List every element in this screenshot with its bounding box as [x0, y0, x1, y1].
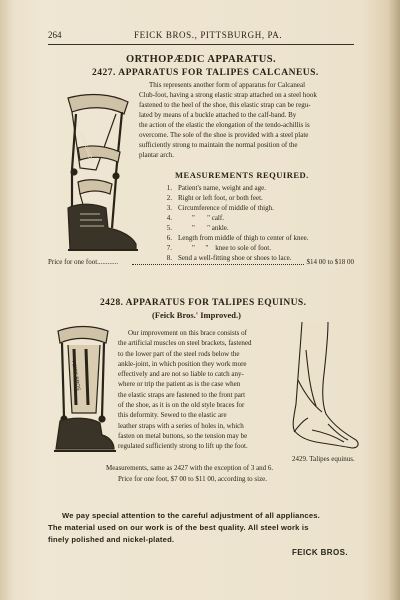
section-title: ORTHOPÆDIC APPARATUS.	[126, 54, 276, 65]
item-2428-subheading: (Feick Bros.' Improved.)	[152, 310, 241, 320]
item-number: 1.	[166, 184, 172, 192]
price-label: Price for one foot............	[48, 258, 119, 266]
item-text: " " knee to sole of foot.	[192, 244, 272, 252]
description-line: the artificial muscles on steel brackets, fastened	[118, 339, 252, 348]
svg-text:FEICK BROS: FEICK BROS	[78, 132, 95, 164]
item-number: 3.	[166, 204, 172, 212]
list-item	[160, 233, 360, 243]
list-item	[160, 243, 360, 253]
description-line: plantar arch.	[139, 151, 174, 159]
item-2428-heading: 2428. APPARATUS FOR TALIPES EQUINUS.	[100, 298, 307, 308]
description-line: of the shoe, as it is on the old style braces for	[118, 401, 245, 410]
item-number: 7.	[166, 244, 172, 252]
description-line: to the lower part of the steel rods below the	[118, 349, 240, 358]
list-item	[160, 193, 360, 203]
item-2427-heading: 2427. APPARATUS FOR TALIPES CALCANEUS.	[92, 68, 319, 78]
description-line: lated by means of a buckle attached to the calf-band. By	[139, 111, 297, 119]
page-header	[48, 30, 354, 44]
item-text: Circumference of middle of thigh.	[178, 204, 274, 212]
footer-line: finely polished and nickel-plated.	[48, 535, 175, 544]
description-line: ankle-joint, in which position they work more	[118, 359, 247, 368]
item-text: Patient's name, weight and age.	[178, 184, 266, 192]
description-line: the action of the elastic the elongation of the tendo-achillis is	[139, 121, 310, 129]
description-line: leather straps with a series of holes in, which	[118, 421, 244, 430]
description-line: overcome. The sole of the shoe is provided with a steel plate	[139, 131, 309, 139]
item-2427-price-line	[48, 258, 354, 268]
description-line: Club-foot, having a strong elastic strap attached on a steel hook	[139, 91, 317, 99]
item-2428-price: Price for one foot, $7 00 to $11 00, according to size.	[118, 475, 268, 483]
item-2428-description	[118, 328, 278, 452]
item-number: 6.	[166, 234, 172, 242]
list-item	[160, 213, 360, 223]
description-line: This represents another form of apparatus for Calcaneal	[149, 81, 306, 89]
description-line: sufficiently strong to maintain the normal position of the	[139, 141, 298, 149]
item-text: " " calf.	[192, 214, 224, 222]
item-number: 8.	[166, 254, 172, 262]
measurements-list	[160, 183, 360, 263]
item-2427-description	[139, 80, 357, 160]
footer-notice	[48, 510, 360, 546]
calcaneus-brace-illustration	[50, 90, 140, 260]
item-text: Send a well-fitting shoe or shoes to lace.	[178, 254, 292, 262]
description-line: where or trip the patient as is the case when	[118, 380, 241, 389]
list-item	[160, 203, 360, 213]
item-number: 4.	[166, 214, 172, 222]
header-rule	[48, 44, 354, 45]
description-line: effectively and are not so liable to catch any-	[118, 370, 244, 379]
equinus-brace-illustration	[50, 325, 116, 457]
measurements-note: Measurements, same as 2427 with the exception of 3 and 6.	[106, 464, 274, 472]
item-text: Length from middle of thigh to center of knee.	[178, 234, 309, 242]
description-line: regulated sufficiently strong to lift up the foot.	[118, 442, 248, 451]
item-number: 2.	[166, 194, 172, 202]
list-item	[160, 223, 360, 233]
item-number: 5.	[166, 224, 172, 232]
price-value: $14 00 to $18 00	[306, 258, 354, 266]
footer-line: We pay special attention to the careful adjustment of all appliances.	[62, 511, 320, 520]
running-title: FEICK BROS., PITTSBURGH, PA.	[134, 30, 283, 40]
description-line: the elastic straps are fastened to the front part	[118, 390, 246, 399]
description-line: Our improvement on this brace consists of	[128, 329, 247, 337]
signature: FEICK BROS.	[292, 548, 348, 557]
measurements-heading: MEASUREMENTS REQUIRED.	[175, 170, 309, 180]
figure-caption: 2429. Talipes equinus.	[292, 455, 355, 463]
description-line: fastened to the heel of the shoe, this elastic strap can be regu-	[139, 101, 311, 109]
page-number: 264	[48, 30, 62, 40]
page-spine-shadow	[388, 0, 400, 600]
description-line: this deformity. Sewed to the elastic are	[118, 411, 227, 420]
list-item	[160, 183, 360, 193]
item-text: Right or left foot, or both feet.	[178, 194, 263, 202]
item-text: " " ankle.	[192, 224, 229, 232]
svg-text:FEICK BROS: FEICK BROS	[70, 360, 82, 392]
description-line: fasten on metal buttons, so the tension may be	[118, 431, 248, 440]
talipes-equinus-illustration	[282, 320, 362, 454]
footer-line: The material used on our work is of the best quality. All steel work is	[48, 523, 309, 532]
